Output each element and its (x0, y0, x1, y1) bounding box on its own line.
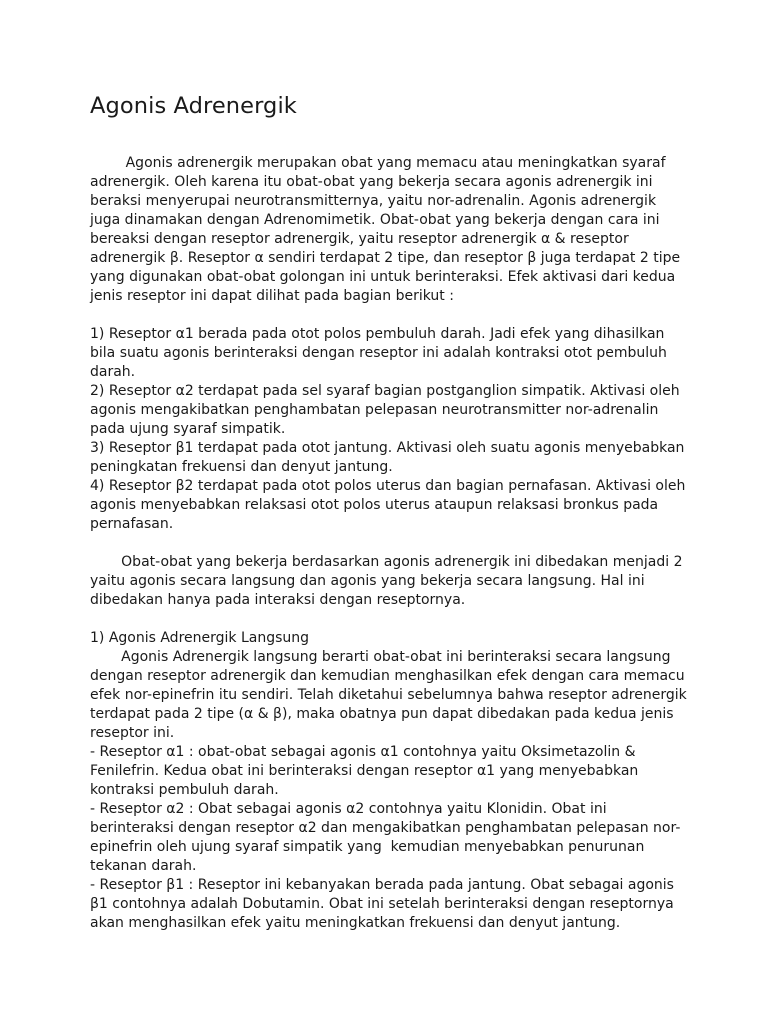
receptor-list (90, 325, 690, 534)
section-heading: 1) Agonis Adrenergik Langsung (90, 630, 310, 646)
paragraph-spacer (90, 610, 690, 629)
intro-paragraph: Agonis adrenergik merupakan obat yang memacu atau meningkatkan syaraf adrenergik. Oleh karena itu obat-obat yang bekerja secara agonis adrenergik ini beraksi menyerupai neurotransmitternya, yaitu nor-adrenalin. Agonis adrenergik juga dinamakan dengan Adrenomimetik. Obat-obat yang bekerja dengan cara ini bereaksi dengan reseptor adrenergik, yaitu reseptor adrenergik α & reseptor adrenergik β. Reseptor α sendiri terdapat 2 tipe, dan reseptor β juga terdapat 2 tipe yang digunakan obat-obat golongan ini untuk berinteraksi. Efek aktivasi dari kedua jenis reseptor ini dapat dilihat pada bagian berikut : (90, 155, 685, 304)
paragraph-spacer (90, 534, 690, 553)
list-item: - Reseptor α2 : Obat sebagai agonis α2 contohnya yaitu Klonidin. Obat ini berinteraksi dengan reseptor α2 dan mengakibatkan penghambatan pelepasan nor-epinefrin oleh ujung syaraf simpatik yang kemudian menyebabkan penurunan tekanan darah. (90, 801, 681, 874)
list-item: 1) Reseptor α1 berada pada otot polos pembuluh darah. Jadi efek yang dihasilkan bila suatu agonis berinteraksi dengan reseptor ini adalah kontraksi otot pembuluh darah. (90, 326, 672, 380)
paragraph-spacer (90, 306, 690, 325)
agonist-list (90, 743, 690, 933)
section-intro-paragraph: Agonis Adrenergik langsung berarti obat-obat ini berinteraksi secara langsung dengan reseptor adrenergik dan kemudian menghasilkan efek dengan cara memacu efek nor-epinefrin itu sendiri. Telah diketahui sebelumnya bahwa reseptor adrenergik terdapat pada 2 tipe (α & β), maka obatnya pun dapat dibedakan pada kedua jenis reseptor ini. (90, 649, 692, 741)
classification-paragraph: Obat-obat yang bekerja berdasarkan agonis adrenergik ini dibedakan menjadi 2 yaitu agonis secara langsung dan agonis yang bekerja secara langsung. Hal ini dibedakan hanya pada interaksi dengan reseptornya. (90, 554, 687, 608)
list-item: 4) Reseptor β2 terdapat pada otot polos uterus dan bagian pernafasan. Aktivasi oleh agonis menyebabkan relaksasi otot polos uterus ataupun relaksasi bronkus pada pernafasan. (90, 478, 690, 532)
list-item: 2) Reseptor α2 terdapat pada sel syaraf bagian postganglion simpatik. Aktivasi oleh agonis mengakibatkan penghambatan pelepasan neurotransmitter nor-adrenalin pada ujung syaraf simpatik. (90, 383, 685, 437)
list-item: - Reseptor β1 : Reseptor ini kebanyakan berada pada jantung. Obat sebagai agonis β1 contohnya adalah Dobutamin. Obat ini setelah berinteraksi dengan reseptornya akan menghasilkan efek yaitu meningkatkan frekuensi dan denyut jantung. (90, 877, 679, 931)
document-page (90, 92, 690, 933)
list-item: - Reseptor α1 : obat-obat sebagai agonis α1 contohnya yaitu Oksimetazolin & Fenilefrin. Kedua obat ini berinteraksi dengan reseptor α1 yang menyebabkan kontraksi pembuluh darah. (90, 744, 643, 798)
document-title: Agonis Adrenergik (90, 93, 297, 119)
list-item: 3) Reseptor β1 terdapat pada otot jantung. Aktivasi oleh suatu agonis menyebabkan peningkatan frekuensi dan denyut jantung. (90, 440, 689, 475)
